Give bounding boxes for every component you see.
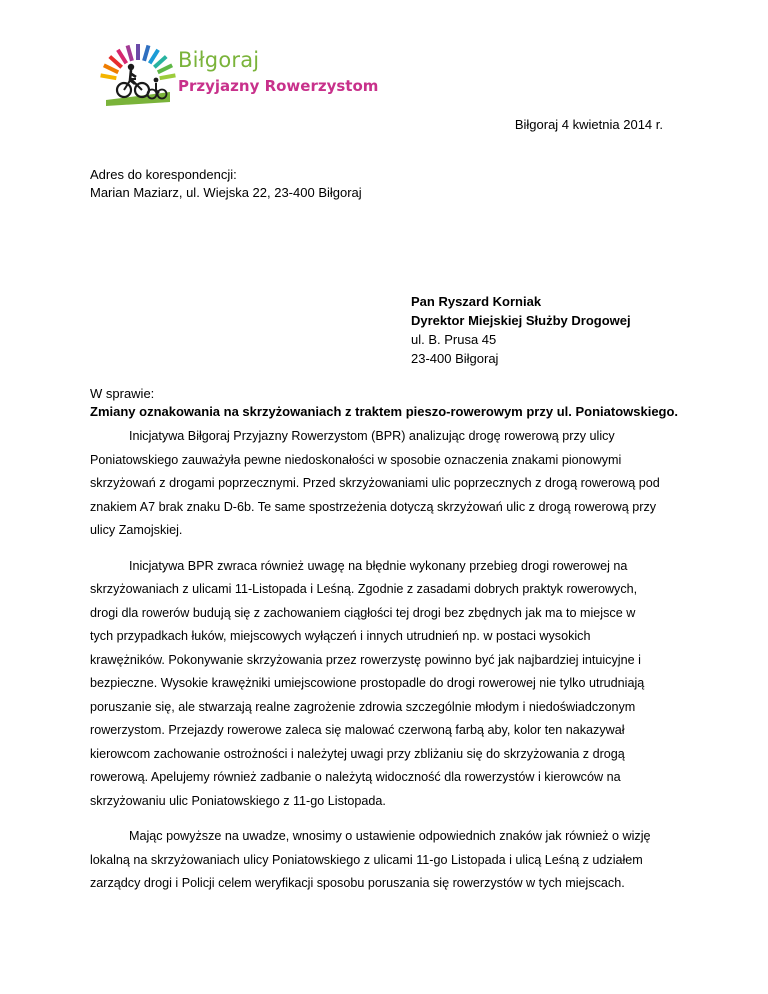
paragraph-3 [90, 825, 690, 896]
paragraph-line: lokalną na skrzyżowaniach ulicy Poniatowskiego z ulicami 11-go Listopada i ulicą Leśną z udziałem [90, 852, 643, 867]
paragraph-line: skrzyżowań z drogami poprzecznymi. Przed skrzyżowaniami ulic poprzecznych z drogą rowerową pod [90, 476, 660, 490]
subject-text: Zmiany oznakowania na skrzyżowaniach z traktem pieszo-rowerowym przy ul. Poniatowskiego. [90, 404, 679, 419]
paragraph-line: rowerową. Apelujemy również zadbanie o należytą widoczność dla rowerzystów i kierowców na [90, 770, 621, 784]
paragraph-line: kierowcom zachowanie ostrożności i należytej uwagi przy zbliżaniu się do skrzyżowania z drogą [90, 746, 625, 761]
paragraph-line: ulicy Zamojskiej. [90, 523, 183, 537]
paragraph-line: bezpieczne. Wysokie krawężniki umiejscowione prostopadle do drogi rowerowej nie tylko utrudniają [90, 676, 645, 690]
recipient-street: ul. B. Prusa 45 [411, 332, 497, 347]
paragraph-line: drogi dla rowerów budują się z zachowaniem ciągłości tej drogi bez zbędnych jak ma to miejsce w [90, 605, 636, 620]
paragraph-line: Inicjatywa Biłgoraj Przyjazny Rowerzystom (BPR) analizując drogę rowerową przy ulicy [129, 429, 615, 443]
recipient-name: Pan Ryszard Korniak [411, 294, 542, 309]
paragraph-line: krawężników. Pokonywanie skrzyżowania przez rowerzystę powinno być jak najbardziej intuicyjne i [90, 652, 641, 667]
correspondence-address-line: Marian Maziarz, ul. Wiejska 22, 23-400 Biłgoraj [90, 185, 362, 200]
letter-date: Biłgoraj 4 kwietnia 2014 r. [514, 117, 663, 132]
paragraph-line: skrzyżowaniach z ulicami 11-Listopada i Leśną. Zgodnie z zasadami dobrych praktyk rowerowych, [90, 582, 638, 596]
logo-title: Biłgoraj [178, 48, 260, 72]
paragraph-line: skrzyżowaniu ulic Poniatowskiego z 11-go Listopada. [90, 793, 386, 808]
subject-label: W sprawie: [90, 386, 155, 401]
letter-body [90, 425, 690, 908]
logo-subtitle: Przyjazny Rowerzystom [178, 77, 379, 95]
paragraph-line: rowerzystom. Przejazdy rowerowe zaleca się malować czerwoną farbą aby, kolor ten nakazywał [90, 723, 625, 737]
cyclists-sunburst-logo-icon [100, 40, 176, 110]
logo [100, 40, 379, 110]
recipient-block [411, 292, 631, 368]
paragraph-line: znakiem A7 brak znaku D-6b. Te same spostrzeżenia dotyczą skrzyżowań ulic z drogą rowerową przy [90, 499, 657, 514]
paragraph-line: Poniatowskiego zauważyła pewne niedoskonałości w sposobie oznaczenia znakami pionowymi [90, 452, 622, 467]
recipient-position: Dyrektor Miejskiej Służby Drogowej [411, 313, 631, 328]
paragraph-line: tych przypadkach łuków, miejscowych wyłączeń i innych utrudnień np. w postaci wysokich [90, 629, 591, 643]
subject-block [90, 385, 678, 421]
recipient-city: 23-400 Biłgoraj [411, 351, 499, 366]
paragraph-line: zarządcy drogi i Policji celem weryfikacji sposobu poruszania się rowerzystów w tych miejscach. [90, 876, 625, 890]
paragraph-2 [90, 555, 690, 814]
paragraph-line: Mając powyższe na uwadze, wnosimy o ustawienie odpowiednich znaków jak również o wizję [129, 829, 651, 843]
paragraph-1 [90, 425, 690, 543]
correspondence-address [90, 166, 362, 202]
correspondence-label: Adres do korespondencji: [90, 167, 237, 182]
paragraph-line: poruszanie się, ale stwarzają realne zagrożenie zdrowia szczególnie młodym i niedoświadczonym [90, 699, 636, 714]
paragraph-line: Inicjatywa BPR zwraca również uwagę na błędnie wykonany przebieg drogi rowerowej na [129, 558, 628, 573]
